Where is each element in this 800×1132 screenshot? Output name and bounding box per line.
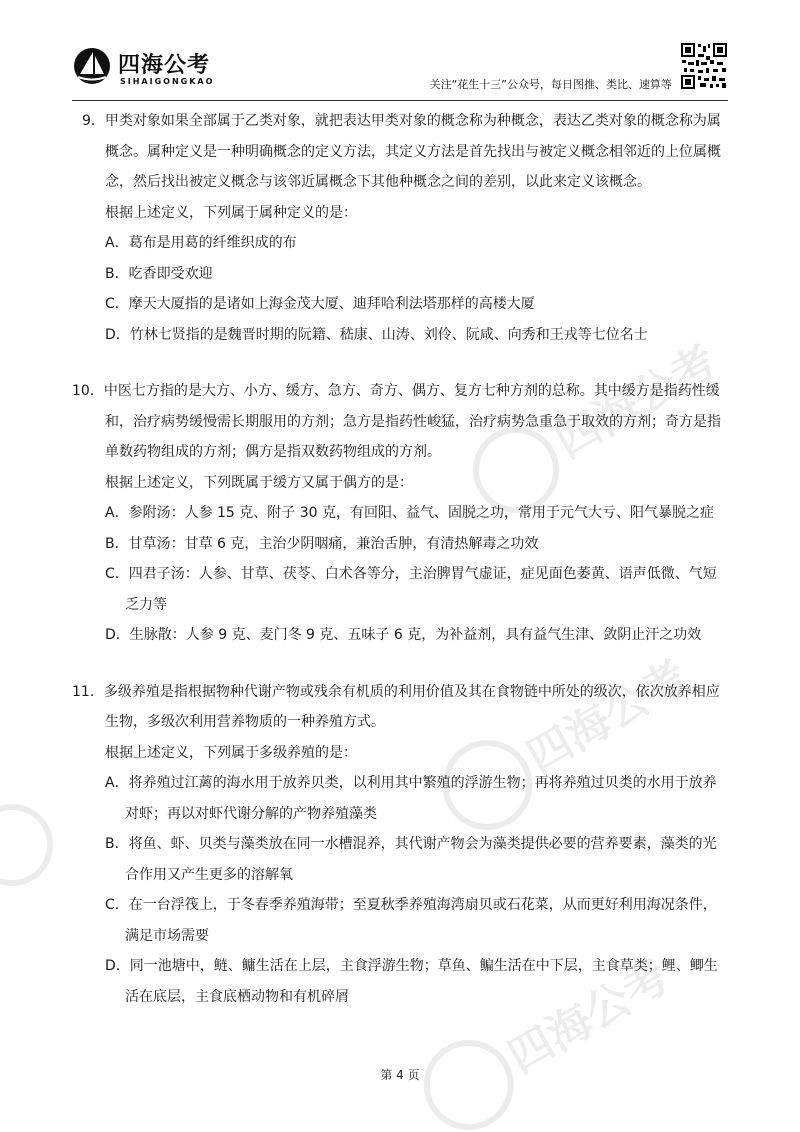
page-number: 第 4 页 [380, 1068, 420, 1082]
svg-text:四海公考: 四海公考 [518, 651, 697, 784]
svg-text:四海公考: 四海公考 [500, 951, 678, 1084]
logo-subtext: SIHAIGONGKAO [120, 77, 215, 86]
question-content [72, 106, 728, 1012]
question-prompt: 根据上述定义，下列属于多级养殖的是： [105, 744, 357, 761]
option-d: D．同一池塘中，鲢、鳙生活在上层，主食浮游生物；草鱼、鳊生活在中下层，主食草类；鲤、鲫生 [105, 958, 718, 974]
option-d: D．生脉散：人参 9 克、麦门冬 9 克、五味子 6 克，为补益剂，具有益气生津、敛阴止汗之功效 [105, 627, 702, 643]
option-a: A．将养殖过江蓠的海水用于放养贝类，以利用其中繁殖的浮游生物；再将养殖过贝类的水用于放养 [105, 775, 717, 791]
question-prompt: 根据上述定义，下列属于属种定义的是： [105, 204, 357, 221]
header-divider [72, 100, 728, 101]
question-9 [72, 106, 728, 350]
question-stem-line: 10．中医七方指的是大方、小方、缓方、急方、奇方、偶方、复方七种方剂的总称。其中缓方是指药性缓 [72, 383, 720, 399]
brand-logo [72, 40, 232, 98]
option-b: B．甘草汤：甘草 6 克，主治少阴咽痛，兼治舌肿，有清热解毒之功效 [105, 535, 539, 552]
page-header [72, 40, 728, 98]
option-c: C．在一台浮筏上，于冬春季养殖海带；至夏秋季养殖海湾扇贝或石花菜，从而更好利用海况条件， [105, 897, 717, 913]
header-note: 关注“花生十三”公众号，每日图推、类比、速算等 [429, 78, 672, 91]
sailboat-logo-icon [72, 46, 112, 86]
option-c-continued: 乏力等 [125, 596, 167, 613]
option-b: B．将鱼、虾、贝类与藻类放在同一水槽混养，其代谢产物会为藻类提供必要的营养要素，藻类的光 [105, 836, 717, 852]
question-10 [72, 376, 728, 651]
question-stem-line: 11．多级养殖是指根据物种代谢产物或残余有机质的利用价值及其在食物链中所处的级次，依次放养相应 [72, 683, 720, 700]
qr-code-icon [680, 42, 728, 90]
option-c: C．摩天大厦指的是诸如上海金茂大厦、迪拜哈利法塔那样的高楼大厦 [105, 296, 535, 312]
logo-text: 四海公考 [118, 53, 211, 78]
option-b-continued: 合作用又产生更多的溶解氧 [125, 866, 293, 883]
question-stem-line: 念，然后找出被定义概念与该邻近属概念下其他种概念之间的差别，以此来定义该概念。 [105, 174, 651, 190]
option-a: A．参附汤：人参 15 克、附子 30 克，有回阳、益气、固脱之功，常用于元气大亏、阳气暴脱之症 [105, 505, 715, 521]
option-a: A．葛布是用葛的纤维织成的布 [105, 235, 297, 251]
question-prompt: 根据上述定义，下列既属于缓方又属于偶方的是： [105, 474, 413, 491]
question-stem-line: 概念。属种定义是一种明确概念的定义方法，其定义方法是首先找出与被定义概念相邻近的上位属概 [105, 143, 721, 160]
svg-text:四海公考: 四海公考 [547, 336, 726, 469]
option-b: B．吃香即受欢迎 [105, 265, 213, 282]
option-d-continued: 活在底层，主食底栖动物和有机碎屑 [125, 988, 349, 1005]
option-c: C．四君子汤：人参、甘草、茯苓、白术各等分，主治脾胃气虚证，症见面色萎黄、语声低微、气短 [105, 566, 717, 582]
question-stem-line: 9．甲类对象如果全部属于乙类对象，就把表达甲类对象的概念称为种概念，表达乙类对象的概念称为属 [82, 113, 721, 129]
option-c-continued: 满足市场需要 [125, 927, 209, 944]
question-stem-line: 生物，多级次利用营养物质的一种养殖方式。 [105, 714, 385, 730]
option-d: D．竹林七贤指的是魏晋时期的阮籍、嵇康、山涛、刘伶、阮咸、向秀和王戎等七位名士 [105, 326, 648, 343]
question-stem-line: 和，治疗病势缓慢需长期服用的方剂；急方是指药性峻猛，治疗病势急重急于取效的方剂；奇方是指 [105, 413, 721, 430]
question-11 [72, 677, 728, 1013]
question-stem-line: 单数药物组成的方剂；偶方是指双数药物组成的方剂。 [105, 444, 441, 460]
option-a-continued: 对虾；再以对虾代谢分解的产物养殖藻类 [125, 805, 377, 822]
